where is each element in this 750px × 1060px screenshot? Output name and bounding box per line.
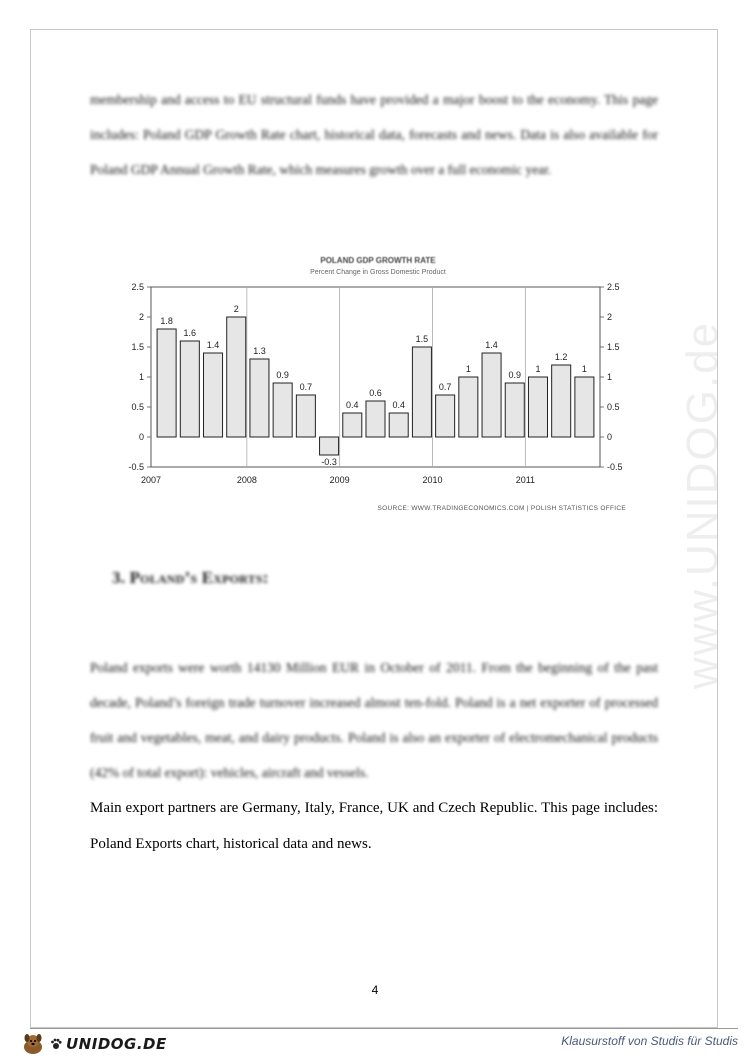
bar xyxy=(552,365,571,437)
footer-rule xyxy=(30,1028,738,1029)
bar-value-label: 1.6 xyxy=(183,328,197,338)
page-number: 4 xyxy=(371,983,379,997)
bar-value-label: 1.8 xyxy=(160,316,173,326)
y-tick-label-left: 0.5 xyxy=(131,402,144,412)
bar xyxy=(273,383,292,437)
y-tick-label-left: 1 xyxy=(138,372,144,382)
bar xyxy=(343,413,362,437)
bar-value-label: 0.6 xyxy=(369,388,382,398)
watermark: www.UNIDOG.de xyxy=(678,320,728,690)
bar xyxy=(204,353,223,437)
logo-text: UNIDOG.DE xyxy=(66,1035,167,1053)
x-tick-label: 2007 xyxy=(140,475,162,485)
bar-value-label: 0.7 xyxy=(299,382,313,392)
gdp-growth-chart xyxy=(118,252,638,520)
bar-value-label: 0.9 xyxy=(276,370,289,380)
y-tick-label-right: 1.5 xyxy=(607,342,620,352)
bar xyxy=(180,341,199,437)
bar-value-label: 1 xyxy=(581,364,587,374)
bar xyxy=(459,377,478,437)
y-tick-label-left: 2 xyxy=(138,312,144,322)
bar-value-label: 0.4 xyxy=(392,400,405,410)
chart-svg xyxy=(118,252,638,520)
bar-value-label: 1.2 xyxy=(554,352,568,362)
bar-value-label: 2 xyxy=(233,304,239,314)
y-tick-label-right: 1 xyxy=(607,372,613,382)
x-tick-label: 2011 xyxy=(515,475,536,485)
bar xyxy=(296,395,315,437)
bar xyxy=(505,383,524,437)
dog-icon xyxy=(20,1032,46,1056)
bar xyxy=(389,413,408,437)
bar-value-label: 1 xyxy=(535,364,541,374)
bar-value-label: -0.3 xyxy=(321,457,337,467)
y-tick-label-left: 2.5 xyxy=(131,282,144,292)
x-tick-label: 2008 xyxy=(236,475,257,485)
y-tick-label-right: 0 xyxy=(607,432,613,442)
bar-value-label: 1.4 xyxy=(485,340,498,350)
section-heading: 3. Poland’s Exports: xyxy=(112,568,269,587)
footer-bar xyxy=(0,1028,750,1060)
y-tick-label-right: -0.5 xyxy=(607,462,623,472)
bar-value-label: 1.4 xyxy=(206,340,220,350)
y-tick-label-right: 2 xyxy=(607,312,613,322)
bar xyxy=(320,437,339,455)
y-tick-label-left: -0.5 xyxy=(128,462,144,472)
bar xyxy=(528,377,547,437)
y-tick-label-left: 1.5 xyxy=(131,342,144,352)
x-tick-label: 2009 xyxy=(329,475,350,485)
chart-title: POLAND GDP GROWTH RATE xyxy=(320,256,436,265)
bar xyxy=(250,359,269,437)
bar xyxy=(482,353,501,437)
exports-paragraph-blurred: Poland exports were worth 14130 Million EUR in October of 2011. From the beginning of the past decade, Poland’s foreign trade turnover increased almost ten-fold. Poland is a net exporter of processed fruit and vegetables, meat, and dairy products. Poland is also an exporter of electromechanical products (42% of total export): vehicles, aircraft and vessels. xyxy=(90,660,658,780)
chart-source: SOURCE: WWW.TRADINGECONOMICS.COM | POLISH STATISTICS OFFICE xyxy=(377,505,626,512)
bar xyxy=(227,317,246,437)
bar xyxy=(436,395,455,437)
bar-value-label: 0.9 xyxy=(508,370,522,380)
paw-icon xyxy=(50,1038,62,1050)
bar xyxy=(366,401,385,437)
x-tick-label: 2010 xyxy=(422,475,443,485)
bar-value-label: 0.4 xyxy=(346,400,359,410)
exports-paragraph-clear: Main export partners are Germany, Italy, France, UK and Czech Republic. This page includes: Poland Exports chart, historical data and news. xyxy=(90,800,658,852)
bar xyxy=(575,377,594,437)
bar-value-label: 0.7 xyxy=(438,382,452,392)
bar-value-label: 1.5 xyxy=(415,334,429,344)
y-tick-label-left: 0 xyxy=(138,432,144,442)
bar-value-label: 1 xyxy=(465,364,471,374)
chart-subtitle: Percent Change in Gross Domestic Product xyxy=(310,269,446,276)
bar-value-label: 1.3 xyxy=(253,346,266,356)
y-tick-label-right: 2.5 xyxy=(607,282,620,292)
unidog-logo xyxy=(20,1032,167,1056)
y-tick-label-right: 0.5 xyxy=(607,402,620,412)
bar xyxy=(157,329,176,437)
bar xyxy=(412,347,431,437)
intro-paragraph: membership and access to EU structural funds have provided a major boost to the economy. This page includes: Poland GDP Growth Rate chart, historical data, forecasts and news. Data is also available for Poland GDP Annual Growth Rate, which measures growth over a full economic year. xyxy=(90,92,658,177)
footer-tagline: Klausurstoff von Studis für Studis xyxy=(561,1034,738,1048)
